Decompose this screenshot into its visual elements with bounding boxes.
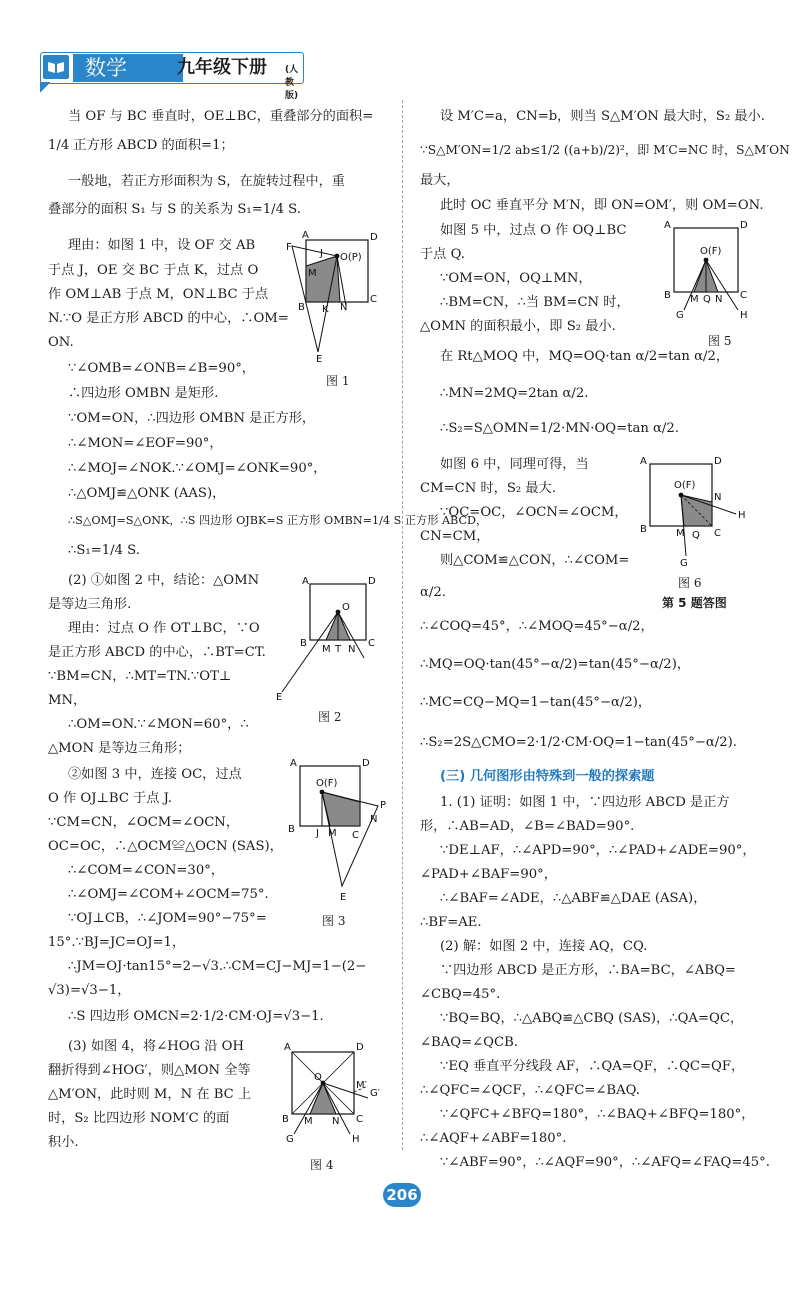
fig1-label: D — [370, 232, 378, 243]
text-line: ∴MN=2MQ=2tan α/2. — [440, 386, 589, 401]
fig2-label: E — [276, 692, 283, 702]
fig5-label: A — [664, 220, 671, 231]
fig5-label: B — [664, 290, 671, 301]
grade-label: 九年级下册 — [177, 57, 267, 78]
fig1-label: E — [316, 354, 323, 365]
text-line: ∵OJ⊥CB，∴∠JOM=90°−75°= — [68, 911, 267, 926]
text-line: ∵BM=CN，∴MT=TN.∵OT⊥ — [48, 669, 232, 684]
figure-4 — [278, 1026, 390, 1154]
header-bar — [40, 52, 304, 101]
text-line: ∵DE⊥AF，∴∠APD=90°，∴∠PAD+∠ADE=90°， — [440, 843, 756, 858]
text-line: ∴四边形 OMBN 是矩形. — [68, 386, 219, 401]
fig4-label: N — [332, 1116, 340, 1127]
fig3-label: M — [328, 828, 337, 839]
fig3-label: N — [370, 814, 378, 825]
text-line: ∴JM=OJ·tan15°=2−√3.∴CM=CJ−MJ=1−(2− — [68, 959, 367, 974]
text-line: MN， — [48, 693, 87, 708]
fig6-label: M — [676, 528, 685, 539]
text-line: ∵四边形 ABCD 是正方形，∴BA=BC，∠ABQ= — [440, 963, 736, 978]
text-line: ②如图 3 中，连接 OC，过点 — [68, 767, 242, 782]
text-line: 积小. — [48, 1135, 79, 1150]
text-line: 一般地，若正方形面积为 S，在旋转过程中，重 — [68, 174, 345, 189]
fig6-label: C — [714, 528, 721, 539]
text-line: 理由：如图 1 中，设 OF 交 AB — [68, 238, 256, 253]
text-line: ∴S₂=S△OMN=1/2·MN·OQ=tan α/2. — [440, 421, 679, 436]
text-line: ∴∠COQ=45°，∴∠MOQ=45°−α/2， — [420, 619, 654, 634]
fig6-label: A — [640, 456, 647, 467]
text-line: 1. (1) 证明：如图 1 中，∵四边形 ABCD 是正方 — [440, 795, 730, 810]
fig4-label: A — [284, 1042, 291, 1053]
text-line: ∵OM=ON，∴四边形 OMBN 是正方形， — [68, 411, 316, 426]
fig5-label: H — [740, 310, 748, 321]
text-line: ∴∠COM=∠CON=30°， — [68, 863, 224, 878]
fig5-label: G — [676, 310, 684, 321]
fig1-label: J — [320, 248, 323, 259]
text-line: 作 OM⊥AB 于点 M，ON⊥BC 于点 — [48, 287, 269, 302]
fig5-label: N — [715, 294, 723, 305]
fig6-label: N — [714, 492, 722, 503]
text-line: ∴∠AQF+∠ABF=180°. — [420, 1131, 567, 1146]
fig4-label: G — [286, 1134, 294, 1145]
text-line: ∴MQ=OQ·tan(45°−α/2)=tan(45°−α/2)， — [420, 657, 691, 672]
text-line: 最大， — [420, 173, 460, 188]
text-line: ∵∠QFC+∠BFQ=180°，∴∠BAQ+∠BFQ=180°， — [440, 1107, 755, 1122]
fig2-label: N — [348, 644, 356, 655]
text-line: ∴∠BAF=∠ADE，∴△ABF≌△DAE (ASA)， — [440, 891, 707, 906]
fig2-label: A — [302, 576, 309, 587]
text-line: ∴S 四边形 OMCN=2·1/2·CM·OJ=√3−1. — [68, 1009, 324, 1024]
fig4-label: D — [356, 1042, 364, 1053]
fig2-label: O — [342, 602, 350, 613]
fig1-label: K — [322, 304, 329, 315]
text-line: ∴∠OMJ=∠COM+∠OCM=75°. — [68, 887, 269, 902]
text-line: ∴∠MOJ=∠NOK.∵∠OMJ=∠ONK=90°， — [68, 461, 327, 476]
figure-6 — [636, 452, 766, 570]
section-heading: (三) 几何图形由特殊到一般的探索题 — [440, 769, 655, 784]
text-line: 1/4 正方形 ABCD 的面积=1； — [48, 138, 234, 153]
fig2-label: T — [335, 644, 342, 655]
figure-1 — [284, 226, 394, 376]
text-line: 则△COM≌△CON，∴∠COM= — [440, 553, 630, 568]
fig1-label: M — [308, 268, 317, 279]
text-line: ∵∠OMB=∠ONB=∠B=90°， — [68, 361, 255, 376]
text-line: 15°.∵BJ=JC=OJ=1， — [48, 935, 186, 950]
figure-1-caption: 图 1 — [326, 374, 350, 388]
fig1-label: F — [286, 242, 292, 253]
text-line: 形，∴AB=AD，∠B=∠BAD=90°. — [420, 819, 635, 834]
text-line: √3)=√3−1， — [48, 983, 131, 998]
text-line: ∴S₁=1/4 S. — [68, 543, 140, 558]
text-line: 如图 5 中，过点 O 作 OQ⊥BC — [440, 223, 627, 238]
figure-6-caption: 图 6 — [678, 576, 702, 590]
figure-4-caption: 图 4 — [310, 1158, 334, 1172]
text-line: 如图 6 中，同理可得，当 — [440, 457, 589, 472]
fig2-label: C — [368, 638, 375, 649]
text-line: 叠部分的面积 S₁ 与 S 的关系为 S₁=1/4 S. — [48, 202, 301, 217]
fig2-label: M — [322, 644, 331, 655]
fig4-label: M′ — [356, 1080, 367, 1091]
fig5-label: Q — [703, 294, 711, 305]
text-line: O 作 OJ⊥BC 于点 J. — [48, 791, 173, 806]
fig3-label: J — [316, 828, 319, 839]
text-line: ∴OM=ON.∵∠MON=60°，∴ — [68, 717, 249, 732]
fig5-label: D — [740, 220, 748, 231]
text-line: OC=OC，∴△OCM≌△OCN (SAS)， — [48, 839, 283, 854]
text-line: ∴S△OMJ=S△ONK，∴S 四边形 OJBK=S 正方形 OMBN=1/4 S 正方形 ABCD， — [68, 514, 488, 527]
text-line: 于点 J，OE 交 BC 于点 K，过点 O — [48, 263, 259, 278]
fig4-label: G′ — [370, 1088, 381, 1099]
fig5-label: C — [740, 290, 747, 301]
fig3-label: E — [340, 892, 347, 903]
figure-5-caption: 图 5 — [708, 334, 732, 348]
fig3-label: B — [288, 824, 295, 835]
text-line: ON. — [48, 335, 74, 350]
text-line: ∵OM=ON，OQ⊥MN， — [440, 271, 592, 286]
fig6-label: D — [714, 456, 722, 467]
text-line: ∴BF=AE. — [420, 915, 482, 930]
text-line: ∵BQ=BQ，∴△ABQ≌△CBQ (SAS)，∴QA=QC， — [440, 1011, 744, 1026]
fig6-label: Q — [692, 530, 700, 541]
page-header — [40, 44, 310, 101]
fig6-label: O(F) — [674, 480, 696, 491]
text-line: ∴△OMJ≌△ONK (AAS)， — [68, 486, 226, 501]
text-line: 于点 Q. — [420, 247, 465, 262]
fig4-label: O — [314, 1072, 322, 1083]
text-line: ∠PAD+∠BAF=90°， — [420, 867, 557, 882]
text-line: 是正方形 ABCD 的中心，∴BT=CT. — [48, 645, 266, 660]
fig3-label: A — [290, 758, 297, 769]
figure-2-caption: 图 2 — [318, 710, 342, 724]
fig4-label: H — [352, 1134, 360, 1145]
fig2-label: B — [300, 638, 307, 649]
fig4-label: B — [282, 1114, 289, 1125]
text-line: ∴MC=CQ−MQ=1−tan(45°−α/2)， — [420, 695, 652, 710]
text-line: △OMN 的面积最小，即 S₂ 最小. — [420, 319, 616, 334]
text-line: ∵∠ABF=90°，∴∠AQF=90°，∴∠AFQ=∠FAQ=45°. — [440, 1155, 770, 1170]
text-line: (2) ①如图 2 中，结论：△OMN — [68, 573, 260, 588]
text-line: 翻折得到∠HOG′，则△MON 全等 — [48, 1063, 251, 1078]
fig6-label: G — [680, 558, 688, 569]
text-line: CM=CN 时，S₂ 最大. — [420, 481, 556, 496]
text-line: 在 Rt△MOQ 中，MQ=OQ·tan α/2=tan α/2， — [440, 349, 730, 364]
text-line: 是等边三角形. — [48, 597, 132, 612]
text-line: (3) 如图 4，将∠HOG 沿 OH — [68, 1039, 244, 1054]
fig6-label: H — [738, 510, 746, 521]
text-line: α/2. — [420, 585, 446, 600]
text-line: △MON 是等边三角形； — [48, 741, 191, 756]
text-line: ∵CM=CN，∠OCM=∠OCN， — [48, 815, 240, 830]
header-tail — [40, 82, 50, 94]
text-line: ∠BAQ=∠QCB. — [420, 1035, 518, 1050]
text-line: ∵S△M′ON=1/2 ab≤1/2 ((a+b)/2)²，即 M′C=NC 时，S△M′ON — [420, 143, 790, 157]
text-line: ∠CBQ=45°. — [420, 987, 501, 1002]
text-line: ∴BM=CN，∴当 BM=CN 时， — [440, 295, 630, 310]
page-number: 206 — [383, 1183, 421, 1207]
fig5-label: M — [690, 294, 699, 305]
text-line: N.∵O 是正方形 ABCD 的中心，∴OM= — [48, 311, 289, 326]
fig1-label: B — [298, 302, 305, 313]
book-icon — [43, 55, 69, 79]
text-line: △M′ON，此时则 M，N 在 BC 上 — [48, 1087, 252, 1102]
fig3-label: P — [380, 800, 387, 811]
text-line: 当 OF 与 BC 垂直时，OE⊥BC，重叠部分的面积= — [68, 109, 374, 124]
fig3-label: O(F) — [316, 778, 338, 789]
figure-3-caption: 图 3 — [322, 914, 346, 928]
text-line: 时，S₂ 比四边形 NOM′C 的面 — [48, 1111, 230, 1126]
edition-label: (人教版) — [285, 65, 299, 101]
figure-2 — [272, 574, 384, 702]
fig4-label: M — [304, 1116, 313, 1127]
fig3-label: D — [362, 758, 370, 769]
text-line: CN=CM， — [420, 529, 490, 544]
column-divider — [402, 100, 403, 1150]
text-line: 此时 OC 垂直平分 M′N，即 ON=OM′，则 OM=ON. — [440, 198, 764, 213]
text-line: 设 M′C=a，CN=b，则当 S△M′ON 最大时，S₂ 最小. — [440, 109, 765, 124]
text-line: 理由：过点 O 作 OT⊥BC，∵O — [68, 621, 260, 636]
text-line: ∴∠QFC=∠QCF，∴∠QFC=∠BAQ. — [420, 1083, 640, 1098]
fig4-label: C — [356, 1114, 363, 1125]
fig1-label: A — [302, 230, 309, 241]
text-line: ∴∠MON=∠EOF=90°， — [68, 436, 223, 451]
text-line: ∴S₂=2S△CMO=2·1/2·CM·OQ=1−tan(45°−α/2). — [420, 735, 737, 750]
figure-group-caption: 第 5 题答图 — [662, 596, 727, 610]
subject-label: 数学 — [73, 54, 183, 82]
figure-3 — [282, 756, 392, 912]
fig2-label: D — [368, 576, 376, 587]
text-line: (2) 解：如图 2 中，连接 AQ，CQ. — [440, 939, 648, 954]
fig6-label: B — [640, 524, 647, 535]
fig3-label: C — [352, 830, 359, 841]
fig5-label: O(F) — [700, 246, 722, 257]
fig1-label: N — [340, 302, 348, 313]
fig1-label: O(P) — [340, 252, 362, 263]
text-line: ∵EQ 垂直平分线段 AF，∴QA=QF，∴QC=QF， — [440, 1059, 745, 1074]
figure-5 — [660, 214, 760, 334]
fig1-label: C — [370, 294, 377, 305]
text-line: ∵OC=OC，∠OCN=∠OCM， — [440, 505, 628, 520]
